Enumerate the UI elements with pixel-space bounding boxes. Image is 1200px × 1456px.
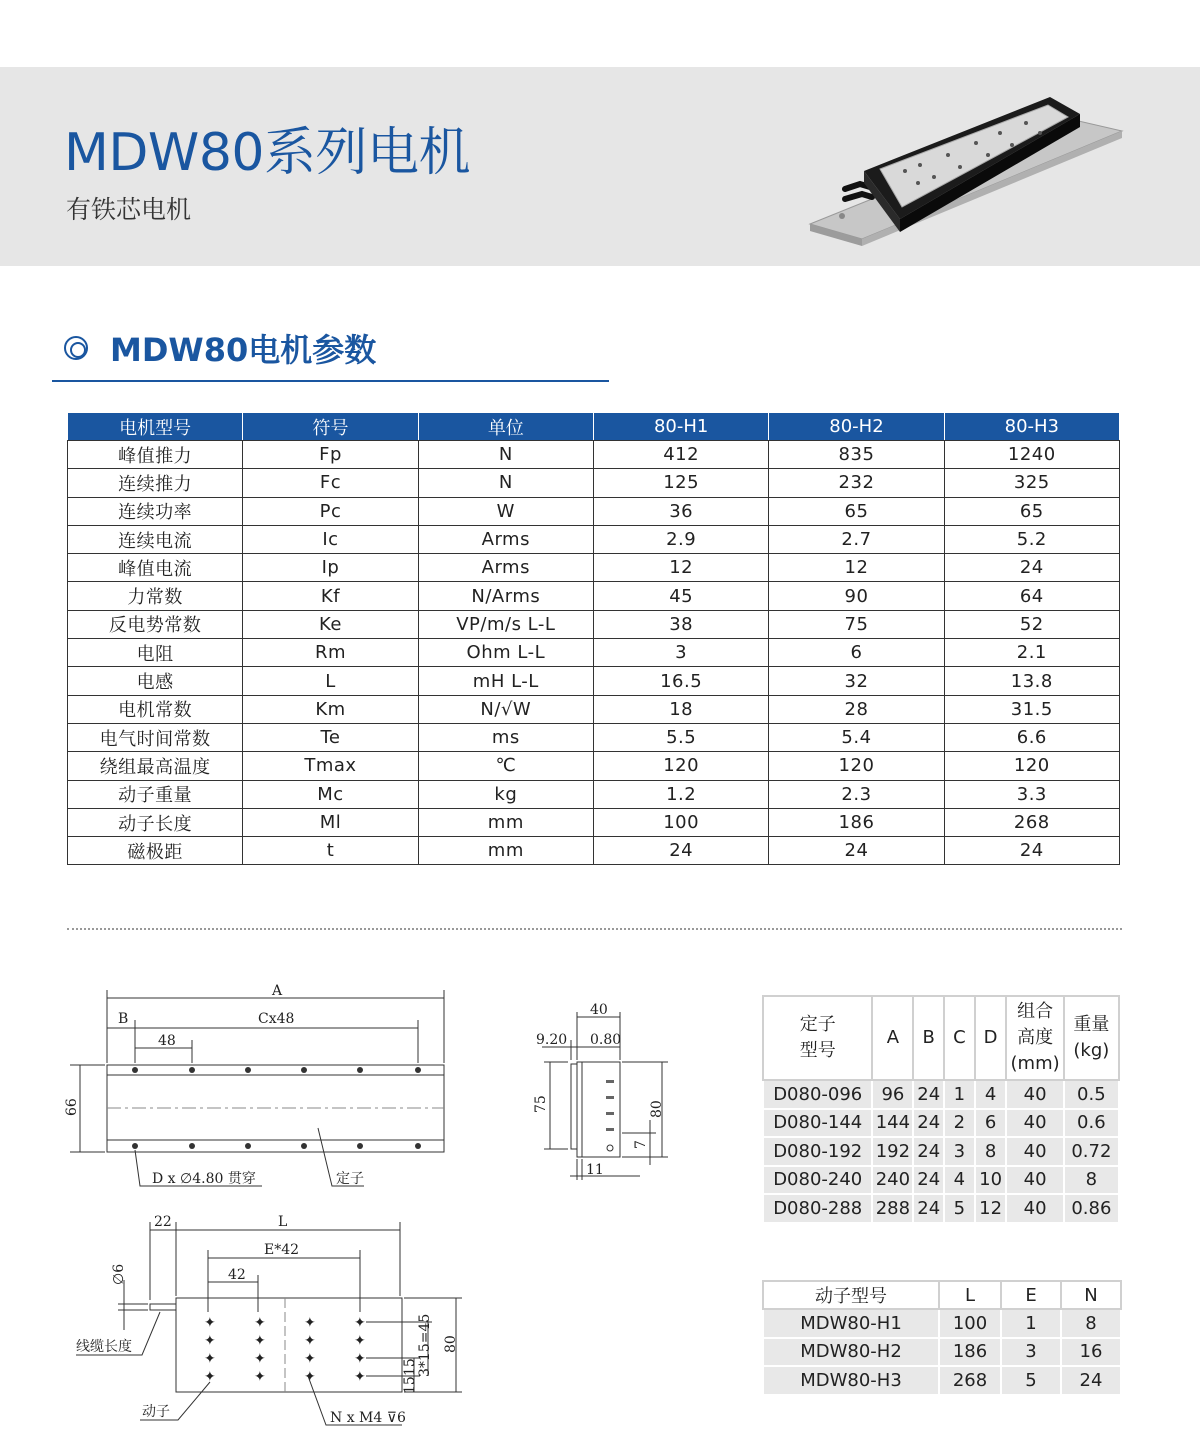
params-cell: N/√W — [418, 695, 593, 723]
params-cell: mm — [418, 837, 593, 865]
params-cell: 12 — [593, 554, 768, 582]
mover-cell: 16 — [1061, 1338, 1121, 1367]
params-cell: Rm — [243, 639, 418, 667]
svg-text:✦: ✦ — [354, 1351, 366, 1367]
stator-header-cell: 重量 (kg) — [1064, 996, 1119, 1080]
section-title: MDW80电机参数 — [110, 331, 377, 369]
params-cell: 动子重量 — [68, 780, 243, 808]
stator-dimensions-table — [762, 995, 1120, 1224]
dim-40: 40 — [590, 1002, 608, 1018]
stator-cell: 0.72 — [1064, 1137, 1119, 1166]
stator-cell: D080-240 — [763, 1166, 872, 1195]
params-cell: 峰值电流 — [68, 554, 243, 582]
params-cell: 13.8 — [944, 667, 1119, 695]
params-cell: 2.9 — [593, 525, 768, 553]
motor-product-image — [800, 79, 1130, 259]
stator-cell: 40 — [1006, 1109, 1063, 1138]
params-cell: Ohm L-L — [418, 639, 593, 667]
stator-cell: 0.86 — [1064, 1194, 1119, 1223]
params-cell: 24 — [944, 554, 1119, 582]
params-cell: 电阻 — [68, 639, 243, 667]
stator-cell: 288 — [872, 1194, 913, 1223]
mover-header-cell: L — [939, 1281, 1001, 1309]
mover-row — [763, 1366, 1121, 1395]
stator-cell: 5 — [944, 1194, 975, 1223]
stator-holes-label: D x ∅4.80 贯穿 — [152, 1171, 256, 1187]
params-cell: 1240 — [944, 441, 1119, 469]
params-cell: 电机常数 — [68, 695, 243, 723]
params-cell: Km — [243, 695, 418, 723]
mover-cell: MDW80-H1 — [763, 1309, 939, 1338]
stator-cell: 144 — [872, 1109, 913, 1138]
params-cell: 90 — [769, 582, 944, 610]
stator-cell: 24 — [913, 1166, 944, 1195]
params-cell: 24 — [944, 837, 1119, 865]
params-header-cell: 80-H1 — [593, 413, 768, 441]
params-cell: 186 — [769, 808, 944, 836]
svg-text:✦: ✦ — [304, 1369, 316, 1385]
dim-80-mover: 80 — [443, 1335, 459, 1353]
params-cell: 力常数 — [68, 582, 243, 610]
stator-cell: 6 — [975, 1109, 1007, 1138]
params-cell: 412 — [593, 441, 768, 469]
dim-Cx48: Cx48 — [258, 1011, 295, 1027]
stator-cell: 24 — [913, 1194, 944, 1223]
stator-cell: D080-288 — [763, 1194, 872, 1223]
stator-header-cell: B — [913, 996, 944, 1080]
stator-cell: D080-096 — [763, 1080, 872, 1109]
params-cell: 5.4 — [769, 723, 944, 751]
params-cell: 电气时间常数 — [68, 723, 243, 751]
stator-row — [763, 1080, 1119, 1109]
params-cell: Kf — [243, 582, 418, 610]
mover-row — [763, 1309, 1121, 1338]
params-cell: Mc — [243, 780, 418, 808]
params-cell: 连续功率 — [68, 497, 243, 525]
stator-cell: 2 — [944, 1109, 975, 1138]
params-cell: Ic — [243, 525, 418, 553]
dim-22: 22 — [154, 1214, 172, 1230]
params-cell: 2.1 — [944, 639, 1119, 667]
params-cell: 连续推力 — [68, 469, 243, 497]
stator-cell: 10 — [975, 1166, 1007, 1195]
stator-cell: 24 — [913, 1080, 944, 1109]
params-cell: 835 — [769, 441, 944, 469]
mover-header-cell: 动子型号 — [763, 1281, 939, 1309]
stator-cell: 40 — [1006, 1137, 1063, 1166]
params-cell: 连续电流 — [68, 525, 243, 553]
params-cell: N — [418, 441, 593, 469]
params-cell: 动子长度 — [68, 808, 243, 836]
params-cell: 120 — [769, 752, 944, 780]
dim-80-side: 80 — [649, 1100, 665, 1118]
params-header-cell: 符号 — [243, 413, 418, 441]
params-cell: 6.6 — [944, 723, 1119, 751]
stator-cell: 24 — [913, 1109, 944, 1138]
dim-42: 42 — [228, 1267, 246, 1283]
params-cell: 1.2 — [593, 780, 768, 808]
svg-text:✦: ✦ — [304, 1315, 316, 1331]
page-title: MDW80系列电机 — [64, 123, 470, 183]
params-cell: Arms — [418, 525, 593, 553]
params-cell: 268 — [944, 808, 1119, 836]
params-cell: 5.5 — [593, 723, 768, 751]
dim-15-a: 15 — [402, 1358, 418, 1376]
svg-text:✦: ✦ — [304, 1333, 316, 1349]
stator-label: 定子 — [336, 1171, 364, 1187]
svg-text:✦: ✦ — [354, 1369, 366, 1385]
params-cell: 18 — [593, 695, 768, 723]
mover-cell: 186 — [939, 1338, 1001, 1367]
params-cell: 64 — [944, 582, 1119, 610]
params-header-cell: 单位 — [418, 413, 593, 441]
stator-cell: D080-192 — [763, 1137, 872, 1166]
params-cell: 2.7 — [769, 525, 944, 553]
dim-75: 75 — [533, 1095, 549, 1113]
params-cell: Fc — [243, 469, 418, 497]
stator-header-cell: A — [872, 996, 913, 1080]
stator-cell: 8 — [975, 1137, 1007, 1166]
dim-66: 66 — [64, 1098, 80, 1116]
dim-15-b: 15 — [402, 1376, 418, 1394]
params-cell: 3.3 — [944, 780, 1119, 808]
mover-header-cell: N — [1061, 1281, 1121, 1309]
stator-header-row — [763, 996, 1119, 1080]
dim-d6: ∅6 — [111, 1263, 127, 1285]
stator-cell: 240 — [872, 1166, 913, 1195]
params-cell: 75 — [769, 610, 944, 638]
stator-cell: 12 — [975, 1194, 1007, 1223]
stator-cell: 3 — [944, 1137, 975, 1166]
stator-row — [763, 1109, 1119, 1138]
params-header-cell: 80-H3 — [944, 413, 1119, 441]
params-cell: Fp — [243, 441, 418, 469]
stator-cell: 40 — [1006, 1194, 1063, 1223]
stator-header-cell: 组合 高度 (mm) — [1006, 996, 1063, 1080]
params-cell: Te — [243, 723, 418, 751]
params-header-cell: 80-H2 — [769, 413, 944, 441]
svg-text:✦: ✦ — [254, 1315, 266, 1331]
stator-cell: 1 — [944, 1080, 975, 1109]
params-cell: 65 — [944, 497, 1119, 525]
params-cell: 65 — [769, 497, 944, 525]
svg-text:✦: ✦ — [254, 1333, 266, 1349]
params-cell: 52 — [944, 610, 1119, 638]
params-cell: Tmax — [243, 752, 418, 780]
svg-text:✦: ✦ — [354, 1315, 366, 1331]
svg-text:✦: ✦ — [254, 1351, 266, 1367]
mover-cell: 8 — [1061, 1309, 1121, 1338]
params-cell: 24 — [593, 837, 768, 865]
mover-cell: MDW80-H3 — [763, 1366, 939, 1395]
dim-11: 11 — [586, 1162, 604, 1178]
params-cell: 绕组最高温度 — [68, 752, 243, 780]
mover-row — [763, 1338, 1121, 1367]
params-cell: t — [243, 837, 418, 865]
mover-header-cell: E — [1001, 1281, 1061, 1309]
params-cell: 12 — [769, 554, 944, 582]
stator-header-cell: D — [975, 996, 1007, 1080]
params-cell: ms — [418, 723, 593, 751]
params-cell: N/Arms — [418, 582, 593, 610]
dim-9-20: 9.20 — [536, 1032, 568, 1048]
stator-cell: 40 — [1006, 1080, 1063, 1109]
mover-cell: 24 — [1061, 1366, 1121, 1395]
stator-row — [763, 1194, 1119, 1223]
svg-text:✦: ✦ — [204, 1351, 216, 1367]
mover-cell: 100 — [939, 1309, 1001, 1338]
svg-text:✦: ✦ — [304, 1351, 316, 1367]
params-cell: 电感 — [68, 667, 243, 695]
svg-text:✦: ✦ — [354, 1333, 366, 1349]
stator-cell: 4 — [944, 1166, 975, 1195]
mover-header-row — [763, 1281, 1121, 1309]
svg-text:✦: ✦ — [204, 1333, 216, 1349]
params-cell: 峰值推力 — [68, 441, 243, 469]
cable-length-label: 线缆长度 — [76, 1339, 132, 1355]
stator-cell: D080-144 — [763, 1109, 872, 1138]
params-cell: Ke — [243, 610, 418, 638]
params-cell: 120 — [593, 752, 768, 780]
params-cell: 6 — [769, 639, 944, 667]
params-cell: 45 — [593, 582, 768, 610]
dim-48: 48 — [158, 1033, 176, 1049]
svg-text:✦: ✦ — [204, 1315, 216, 1331]
params-cell: 16.5 — [593, 667, 768, 695]
params-cell: L — [243, 667, 418, 695]
svg-text:✦: ✦ — [254, 1369, 266, 1385]
params-cell: mH L-L — [418, 667, 593, 695]
params-cell: 5.2 — [944, 525, 1119, 553]
params-cell: 325 — [944, 469, 1119, 497]
params-cell: 120 — [944, 752, 1119, 780]
stator-cell: 24 — [913, 1137, 944, 1166]
params-cell: Ml — [243, 808, 418, 836]
dim-L: L — [278, 1214, 288, 1230]
page-subtitle: 有铁芯电机 — [66, 195, 192, 224]
params-cell: 38 — [593, 610, 768, 638]
params-cell: mm — [418, 808, 593, 836]
dim-A: A — [272, 983, 283, 999]
mover-cell: 5 — [1001, 1366, 1061, 1395]
params-cell: Ip — [243, 554, 418, 582]
params-cell: W — [418, 497, 593, 525]
mover-cell: MDW80-H2 — [763, 1338, 939, 1367]
stator-cell: 4 — [975, 1080, 1007, 1109]
params-cell: 32 — [769, 667, 944, 695]
stator-cell: 96 — [872, 1080, 913, 1109]
stator-row — [763, 1166, 1119, 1195]
params-cell: VP/m/s L-L — [418, 610, 593, 638]
params-cell: 125 — [593, 469, 768, 497]
params-cell: 反电势常数 — [68, 610, 243, 638]
stator-cell: 40 — [1006, 1166, 1063, 1195]
stator-header-cell: 定子 型号 — [763, 996, 872, 1080]
stator-cell: 192 — [872, 1137, 913, 1166]
params-cell: 28 — [769, 695, 944, 723]
stator-cell: 8 — [1064, 1166, 1119, 1195]
stator-cell: 0.6 — [1064, 1109, 1119, 1138]
params-cell: kg — [418, 780, 593, 808]
params-cell: Pc — [243, 497, 418, 525]
params-cell: Arms — [418, 554, 593, 582]
params-cell: 24 — [769, 837, 944, 865]
svg-text:✦: ✦ — [204, 1369, 216, 1385]
mover-cell: 3 — [1001, 1338, 1061, 1367]
stator-header-cell: C — [944, 996, 975, 1080]
mover-label: 动子 — [142, 1404, 170, 1420]
mover-dimensions-table — [762, 1280, 1122, 1396]
stator-row — [763, 1137, 1119, 1166]
params-cell: N — [418, 469, 593, 497]
stator-cell: 0.5 — [1064, 1080, 1119, 1109]
params-cell: 100 — [593, 808, 768, 836]
params-cell: 2.3 — [769, 780, 944, 808]
params-header-cell: 电机型号 — [68, 413, 243, 441]
params-cell: 31.5 — [944, 695, 1119, 723]
dim-0-80: 0.80 — [590, 1032, 622, 1048]
mover-cell: 1 — [1001, 1309, 1061, 1338]
params-cell: 3 — [593, 639, 768, 667]
mover-cell: 268 — [939, 1366, 1001, 1395]
dim-3x15: 3*15=45 — [417, 1313, 433, 1377]
dim-B: B — [118, 1011, 129, 1027]
params-cell: 磁极距 — [68, 837, 243, 865]
params-cell: 232 — [769, 469, 944, 497]
params-cell: ℃ — [418, 752, 593, 780]
screw-holes-label: N x M4 ⊽6 — [330, 1410, 406, 1426]
dim-Ex42: E*42 — [264, 1242, 300, 1258]
params-cell: 36 — [593, 497, 768, 525]
dim-7: 7 — [633, 1140, 649, 1149]
